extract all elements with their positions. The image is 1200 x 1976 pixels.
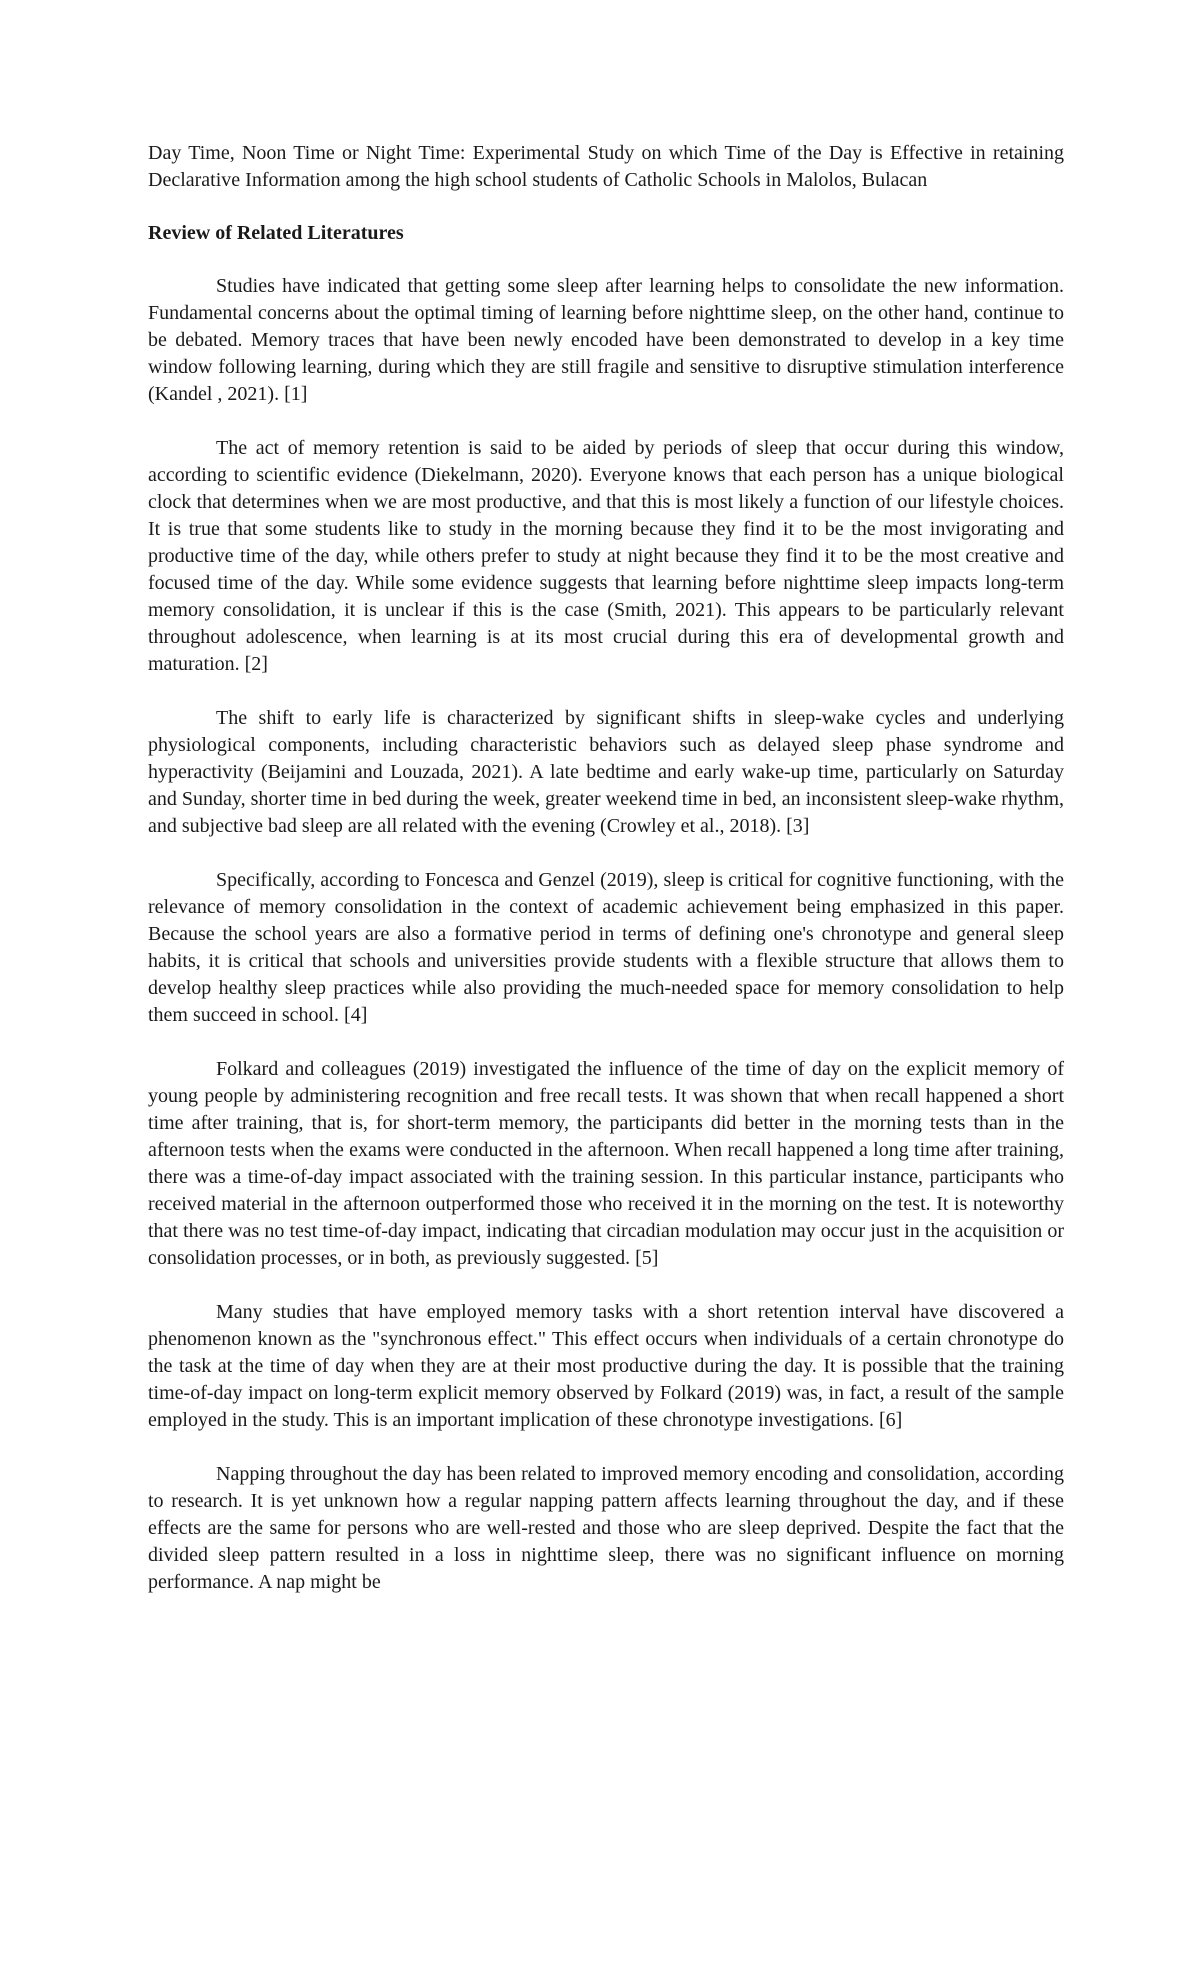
document-page [148, 140, 1064, 1623]
paragraph-4: Specifically, according to Foncesca and Genzel (2019), sleep is critical for cognitive functioning, with the relevance of memory consolidation in the context of academic achievement being emphasized in this paper. Because the school years are also a formative period in terms of defining one's chronotype and general sleep habits, it is critical that schools and universities provide students with a flexible structure that allows them to develop healthy sleep practices while also providing the much-needed space for memory consolidation to help them succeed in school. [4] [148, 869, 1064, 1026]
paragraph-5: Folkard and colleagues (2019) investigated the influence of the time of day on the explicit memory of young people by administering recognition and free recall tests. It was shown that when recall happened a short time after training, that is, for short-term memory, the participants did better in the morning tests than in the afternoon tests when the exams were conducted in the afternoon. When recall happened a long time after training, there was a time-of-day impact associated with the training session. In this particular instance, participants who received material in the afternoon outperformed those who received it in the morning on the test. It is noteworthy that there was no test time-of-day impact, indicating that circadian modulation may occur just in the acquisition or consolidation processes, or in both, as previously suggested. [5] [148, 1058, 1064, 1269]
section-heading: Review of Related Literatures [148, 222, 404, 244]
paragraph-6: Many studies that have employed memory tasks with a short retention interval have discovered a phenomenon known as the "synchronous effect." This effect occurs when individuals of a certain chronotype do the task at the time of day when they are at their most productive during the day. It is possible that the training time-of-day impact on long-term explicit memory observed by Folkard (2019) was, in fact, a result of the sample employed in the study. This is an important implication of these chronotype investigations. [6] [148, 1301, 1064, 1431]
paragraph-2: The act of memory retention is said to be aided by periods of sleep that occur during this window, according to scientific evidence (Diekelmann, 2020). Everyone knows that each person has a unique biological clock that determines when we are most productive, and that this is most likely a function of our lifestyle choices. It is true that some students like to study in the morning because they find it to be the most invigorating and productive time of the day, while others prefer to study at night because they find it to be the most creative and focused time of the day. While some evidence suggests that learning before nighttime sleep impacts long-term memory consolidation, it is unclear if this is the case (Smith, 2021). This appears to be particularly relevant throughout adolescence, when learning is at its most crucial during this era of developmental growth and maturation. [2] [148, 437, 1064, 675]
paragraph-1: Studies have indicated that getting some sleep after learning helps to consolidate the new information. Fundamental concerns about the optimal timing of learning before nighttime sleep, on the other hand, continue to be debated. Memory traces that have been newly encoded have been demonstrated to develop in a key time window following learning, during which they are still fragile and sensitive to disruptive stimulation interference (Kandel , 2021). [1] [148, 275, 1064, 405]
paragraph-3: The shift to early life is characterized by significant shifts in sleep-wake cycles and underlying physiological components, including characteristic behaviors such as delayed sleep phase syndrome and hyperactivity (Beijamini and Louzada, 2021). A late bedtime and early wake-up time, particularly on Saturday and Sunday, shorter time in bed during the week, greater weekend time in bed, an inconsistent sleep-wake rhythm, and subjective bad sleep are all related with the evening (Crowley et al., 2018). [3] [148, 707, 1064, 837]
document-title: Day Time, Noon Time or Night Time: Experimental Study on which Time of the Day is Effective in retaining Declarative Information among the high school students of Catholic Schools in Malolos, Bulacan [148, 142, 1064, 191]
paragraph-7: Napping throughout the day has been related to improved memory encoding and consolidation, according to research. It is yet unknown how a regular napping pattern affects learning throughout the day, and if these effects are the same for persons who are well-rested and those who are sleep deprived. Despite the fact that the divided sleep pattern resulted in a loss in nighttime sleep, there was no significant influence on morning performance. A nap might be [148, 1463, 1064, 1593]
